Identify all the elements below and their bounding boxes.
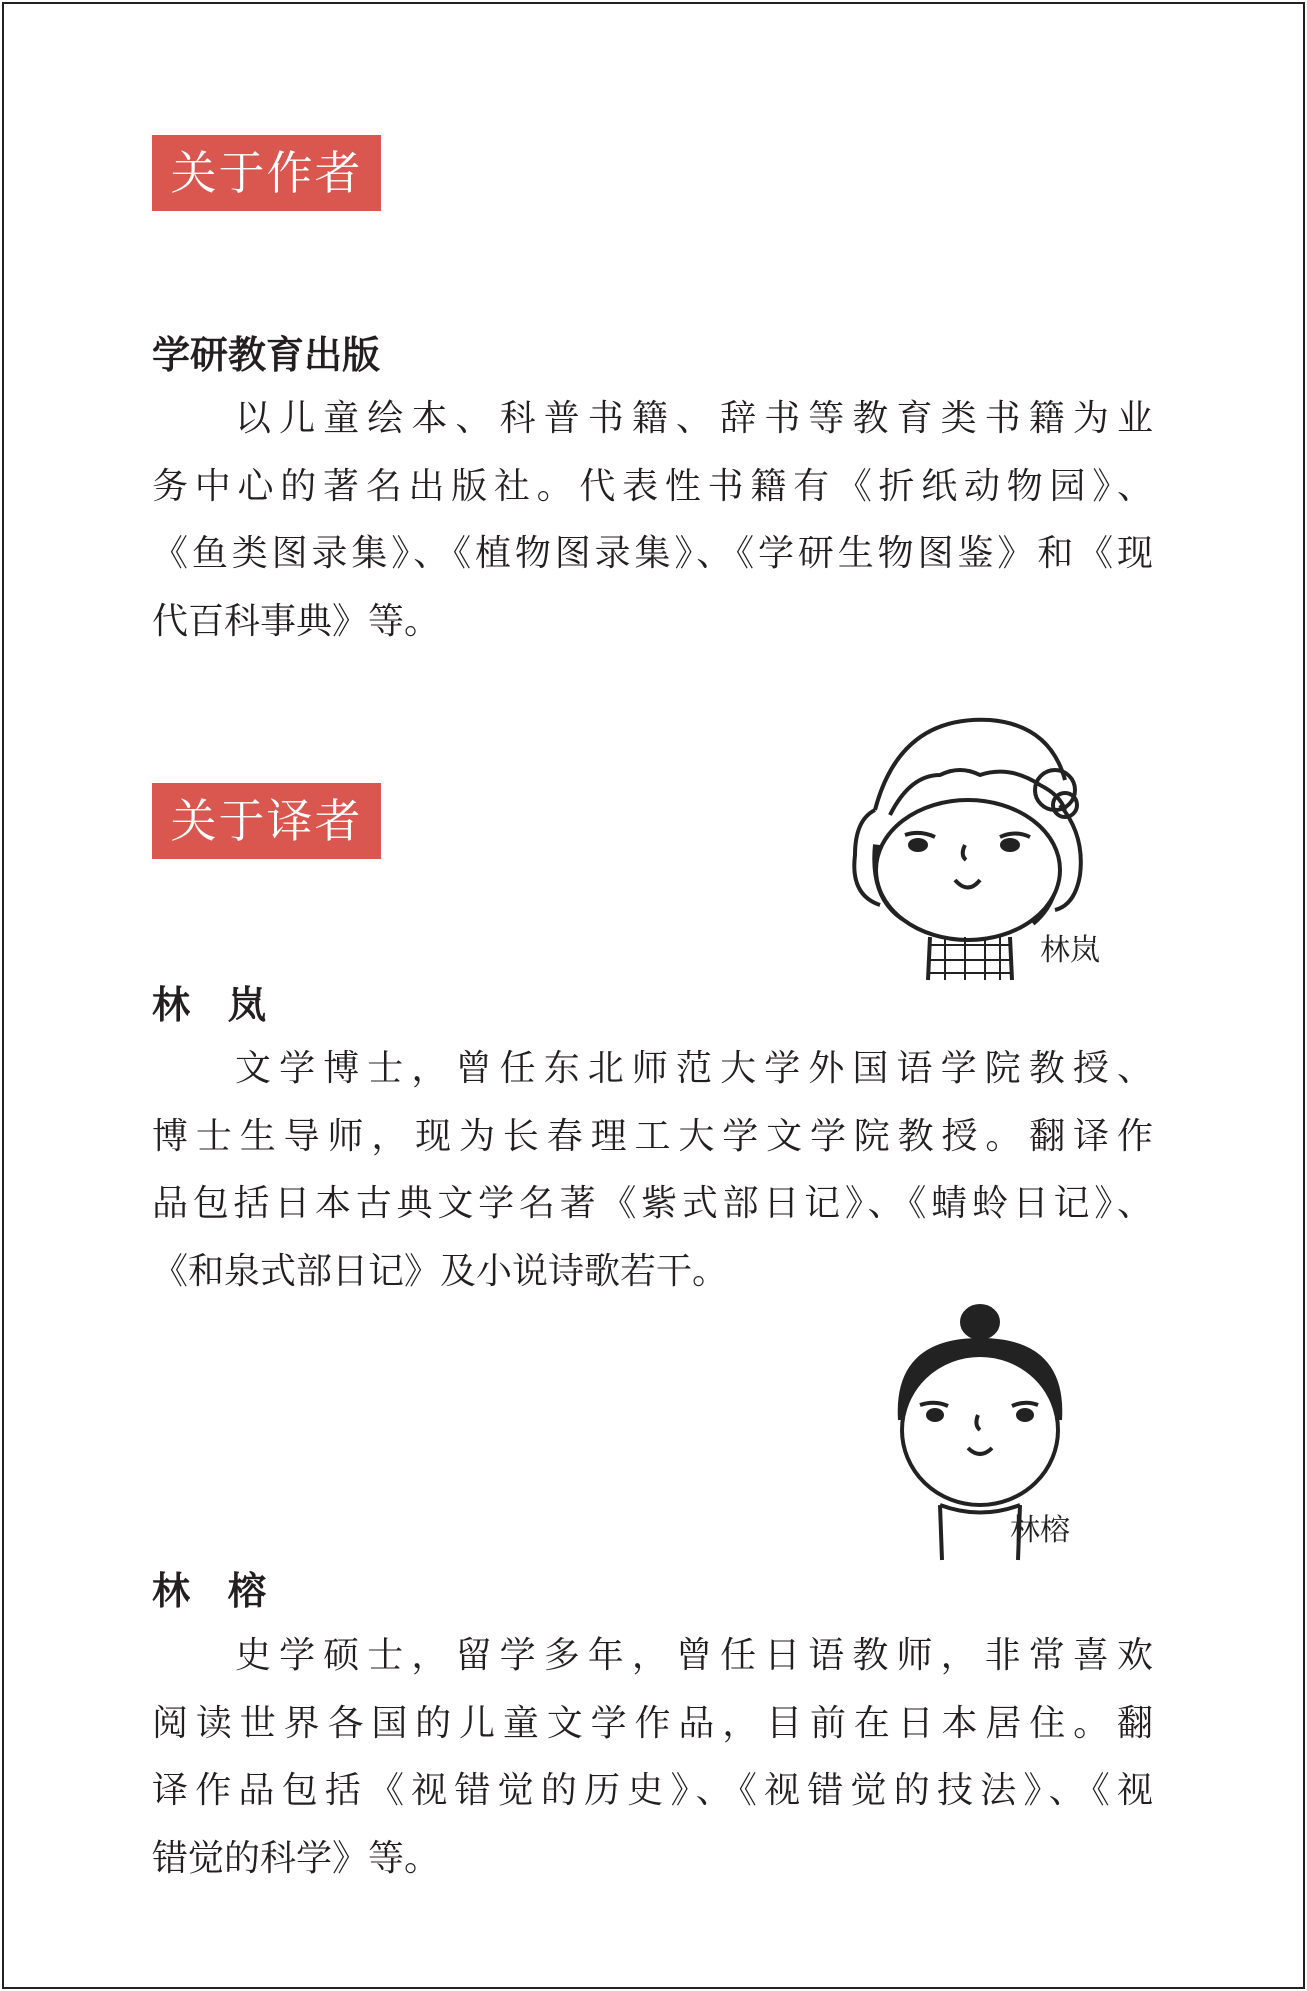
author-description xyxy=(152,385,1153,655)
text-line: 错觉的科学》等。 xyxy=(152,1837,441,1879)
text-line: 《鱼类图录集》、《植物图录集》、《学研生物图鉴》和《现 xyxy=(152,533,1153,574)
signature-lin-lan: 林岚 xyxy=(1040,933,1100,968)
text-line: 《和泉式部日记》及小说诗歌若干。 xyxy=(152,1250,729,1292)
translator-name-lin-lan: 林 岚 xyxy=(152,983,267,1027)
translator-name-lin-rong: 林 榕 xyxy=(152,1569,267,1613)
text-line: 译作品包括《视错觉的历史》、《视错觉的技法》、《视 xyxy=(152,1770,1153,1811)
text-line: 博士生导师，现为长春理工大学文学院教授。翻译作 xyxy=(152,1115,1153,1157)
text-line: 阅读世界各国的儿童文学作品，目前在日本居住。翻 xyxy=(152,1702,1153,1744)
translator-description-lin-rong xyxy=(152,1622,1153,1892)
text-line: 品包括日本古典文学名著《紫式部日记》、《蜻蛉日记》、 xyxy=(152,1183,1153,1224)
portrait-lin-rong-illustration xyxy=(880,1300,1160,1570)
portrait-lin-lan-illustration xyxy=(820,705,1120,985)
author-name: 学研教育出版 xyxy=(152,333,381,377)
section-label-translator: 关于译者 xyxy=(152,783,381,859)
signature-lin-rong: 林榕 xyxy=(1010,1513,1070,1548)
text-line: 务中心的著名出版社。代表性书籍有《折纸动物园》、 xyxy=(152,465,1153,507)
section-label-author: 关于作者 xyxy=(152,135,381,211)
text-line: 文学博士，曾任东北师范大学外国语学院教授、 xyxy=(235,1048,1153,1089)
text-line: 代百科事典》等。 xyxy=(152,600,441,642)
text-line: 以儿童绘本、科普书籍、辞书等教育类书籍为业 xyxy=(235,398,1153,439)
translator-description-lin-lan xyxy=(152,1035,1153,1305)
text-line: 史学硕士，留学多年，曾任日语教师，非常喜欢 xyxy=(235,1635,1153,1676)
